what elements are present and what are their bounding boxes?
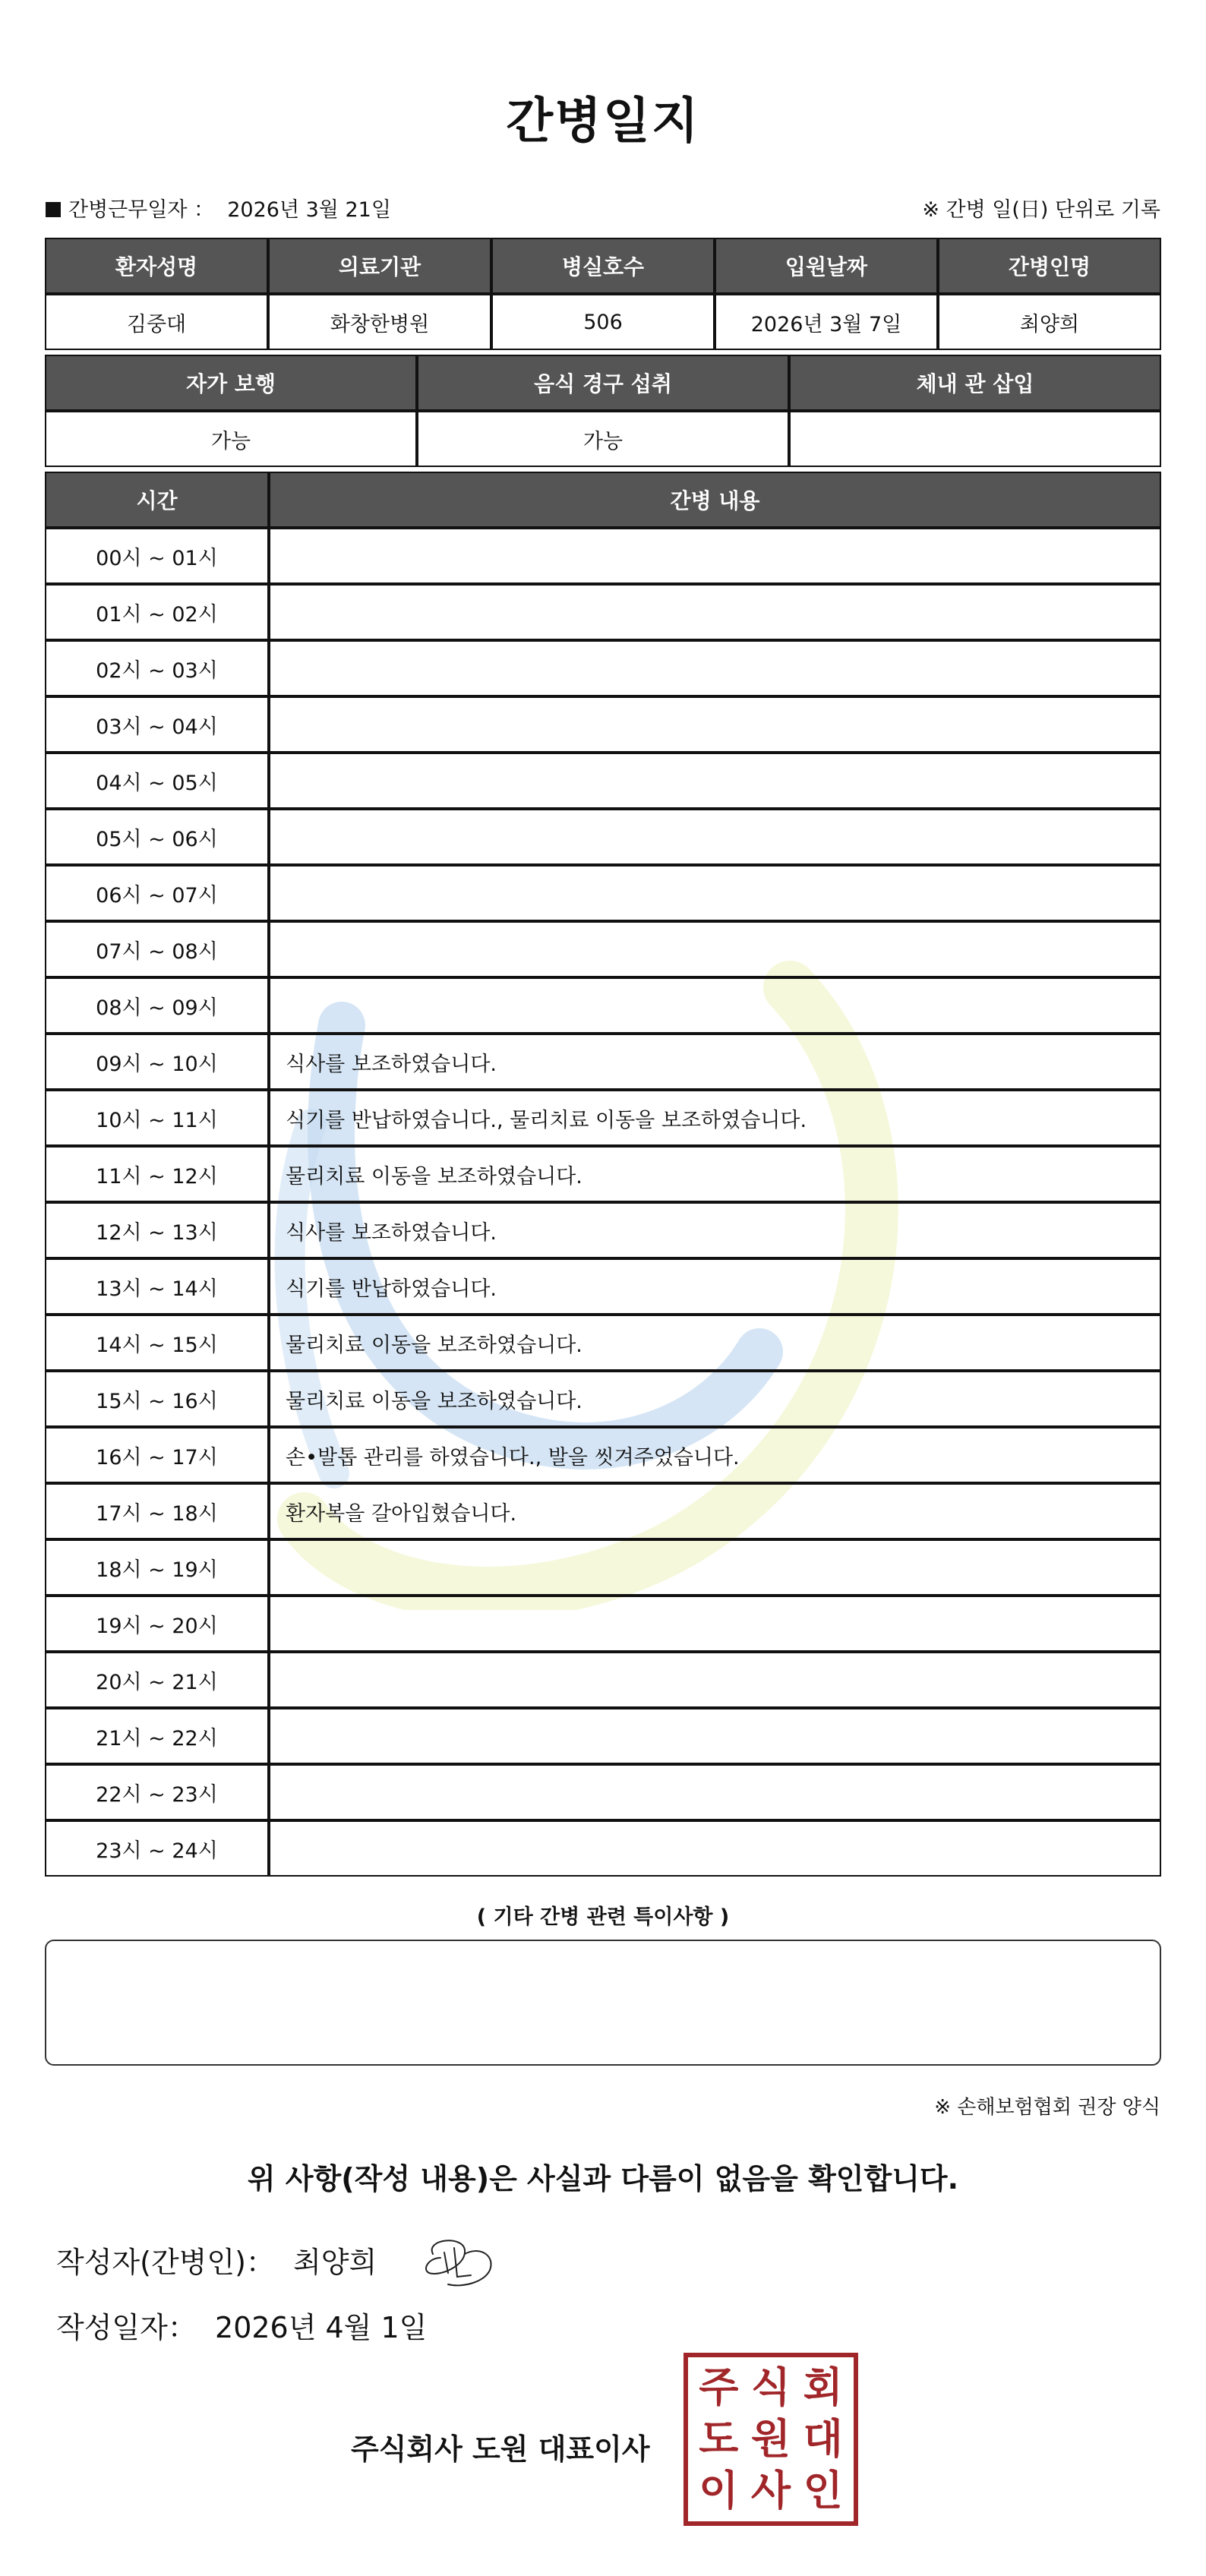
care-log-row	[45, 1090, 1161, 1146]
care-log-row	[45, 1146, 1161, 1202]
seal-char: 원	[750, 2415, 791, 2463]
written-date-row	[56, 2304, 427, 2346]
care-content	[269, 640, 1161, 696]
writer-row	[56, 2239, 377, 2281]
header-oral-intake: 음식 경구 섭취	[417, 355, 789, 411]
time-slot: 11시 ~ 12시	[45, 1146, 269, 1202]
time-slot: 03시 ~ 04시	[45, 696, 269, 753]
care-content: 손•발톱 관리를 하였습니다., 발을 씻겨주었습니다.	[269, 1427, 1161, 1483]
header-hospital: 의료기관	[268, 238, 491, 294]
care-log-row	[45, 1539, 1161, 1596]
value-oral-intake: 가능	[417, 411, 789, 467]
care-log-header-row	[45, 472, 1161, 528]
header-care-content: 간병 내용	[269, 472, 1161, 528]
care-content	[269, 1596, 1161, 1652]
time-slot: 16시 ~ 17시	[45, 1427, 269, 1483]
association-note: ※ 손해보험협회 권장 양식	[934, 2096, 1160, 2119]
patient-ability-table	[45, 355, 1161, 467]
seal-char: 대	[803, 2415, 843, 2463]
time-slot: 00시 ~ 01시	[45, 528, 269, 584]
header-patient-name: 환자성명	[45, 238, 268, 294]
care-content: 식사를 보조하였습니다.	[269, 1202, 1161, 1258]
care-content	[269, 921, 1161, 977]
header-room-number: 병실호수	[491, 238, 715, 294]
care-log-row	[45, 1034, 1161, 1090]
time-slot: 19시 ~ 20시	[45, 1596, 269, 1652]
time-slot: 18시 ~ 19시	[45, 1539, 269, 1596]
header-self-walking: 자가 보행	[45, 355, 417, 411]
care-log-row	[45, 1708, 1161, 1764]
time-slot: 15시 ~ 16시	[45, 1371, 269, 1427]
time-slot: 23시 ~ 24시	[45, 1820, 269, 1877]
time-slot: 17시 ~ 18시	[45, 1483, 269, 1539]
care-content: 식기를 반납하였습니다., 물리치료 이동을 보조하였습니다.	[269, 1090, 1161, 1146]
care-content: 물리치료 이동을 보조하였습니다.	[269, 1315, 1161, 1371]
seal-char: 사	[750, 2467, 791, 2514]
company-seal-stamp	[684, 2353, 858, 2526]
company-representative: 주식회사 도원 대표이사	[351, 2432, 650, 2466]
value-self-walking: 가능	[45, 411, 417, 467]
time-slot: 09시 ~ 10시	[45, 1034, 269, 1090]
care-content: 물리치료 이동을 보조하였습니다.	[269, 1146, 1161, 1202]
care-log-row	[45, 921, 1161, 977]
seal-char: 이	[699, 2467, 739, 2514]
duty-date-line	[46, 193, 391, 223]
time-slot: 08시 ~ 09시	[45, 977, 269, 1034]
value-hospital: 화창한병원	[268, 294, 491, 350]
seal-char: 인	[803, 2467, 843, 2514]
handwritten-signature	[418, 2231, 501, 2292]
care-log-row	[45, 528, 1161, 584]
value-patient-name: 김중대	[45, 294, 268, 350]
care-log-row	[45, 1427, 1161, 1483]
written-date-label: 작성일자：	[56, 2311, 197, 2344]
care-log-row	[45, 1258, 1161, 1315]
header-tube-insertion: 체내 관 삽입	[789, 355, 1161, 411]
header-caregiver-name: 간병인명	[938, 238, 1161, 294]
time-slot: 22시 ~ 23시	[45, 1764, 269, 1820]
care-content	[269, 528, 1161, 584]
care-log-table	[45, 472, 1161, 1877]
time-slot: 04시 ~ 05시	[45, 753, 269, 809]
care-log-row	[45, 1202, 1161, 1258]
care-log-row	[45, 584, 1161, 640]
value-admission-date: 2026년 3월 7일	[715, 294, 938, 350]
time-slot: 13시 ~ 14시	[45, 1258, 269, 1315]
duty-date-value: 2026년 3월 21일	[227, 198, 391, 222]
time-slot: 06시 ~ 07시	[45, 865, 269, 921]
care-content: 식기를 반납하였습니다.	[269, 1258, 1161, 1315]
care-content: 환자복을 갈아입혔습니다.	[269, 1483, 1161, 1539]
unit-note: ※ 간병 일(日) 단위로 기록	[922, 198, 1160, 222]
care-content	[269, 1539, 1161, 1596]
care-log-row	[45, 640, 1161, 696]
care-content	[269, 1708, 1161, 1764]
time-slot: 07시 ~ 08시	[45, 921, 269, 977]
care-content	[269, 753, 1161, 809]
value-room-number: 506	[491, 294, 715, 350]
time-slot: 20시 ~ 21시	[45, 1652, 269, 1708]
time-slot: 12시 ~ 13시	[45, 1202, 269, 1258]
confirmation-statement: 위 사항(작성 내용)은 사실과 다름이 없음을 확인합니다.	[247, 2162, 959, 2196]
seal-char: 식	[750, 2363, 791, 2411]
care-content	[269, 977, 1161, 1034]
care-log-row	[45, 753, 1161, 809]
care-content	[269, 865, 1161, 921]
care-content	[269, 1764, 1161, 1820]
care-content	[269, 1820, 1161, 1877]
time-slot: 21시 ~ 22시	[45, 1708, 269, 1764]
seal-char: 도	[699, 2415, 739, 2463]
document-title: 간병일지	[506, 93, 700, 150]
care-log-row	[45, 1820, 1161, 1877]
time-slot: 14시 ~ 15시	[45, 1315, 269, 1371]
care-content: 식사를 보조하였습니다.	[269, 1034, 1161, 1090]
seal-char: 주	[699, 2363, 739, 2411]
header-admission-date: 입원날짜	[715, 238, 938, 294]
care-log-row	[45, 1315, 1161, 1371]
writer-label: 작성자(간병인)：	[56, 2246, 275, 2279]
seal-char: 회	[803, 2363, 843, 2411]
care-log-row	[45, 1764, 1161, 1820]
time-slot: 02시 ~ 03시	[45, 640, 269, 696]
care-content	[269, 1652, 1161, 1708]
header-time: 시간	[45, 472, 269, 528]
care-log-row	[45, 809, 1161, 865]
care-log-row	[45, 1652, 1161, 1708]
patient-info-table	[45, 238, 1161, 350]
written-date-value: 2026년 4월 1일	[215, 2311, 428, 2344]
time-slot: 05시 ~ 06시	[45, 809, 269, 865]
care-log-row	[45, 1596, 1161, 1652]
care-log-row	[45, 1483, 1161, 1539]
care-log-row	[45, 696, 1161, 753]
square-bullet-icon	[46, 202, 61, 217]
care-log-row	[45, 1371, 1161, 1427]
remarks-box	[45, 1940, 1161, 2066]
remarks-title: ( 기타 간병 관련 특이사항 )	[476, 1905, 730, 1929]
care-content: 물리치료 이동을 보조하였습니다.	[269, 1371, 1161, 1427]
value-caregiver-name: 최양희	[938, 294, 1161, 350]
time-slot: 10시 ~ 11시	[45, 1090, 269, 1146]
time-slot: 01시 ~ 02시	[45, 584, 269, 640]
duty-date-label: 간병근무일자 ：	[68, 198, 215, 222]
writer-name: 최양희	[293, 2246, 377, 2279]
care-log-row	[45, 865, 1161, 921]
value-tube-insertion	[789, 411, 1161, 467]
care-content	[269, 584, 1161, 640]
care-content	[269, 809, 1161, 865]
care-content	[269, 696, 1161, 753]
care-log-row	[45, 977, 1161, 1034]
